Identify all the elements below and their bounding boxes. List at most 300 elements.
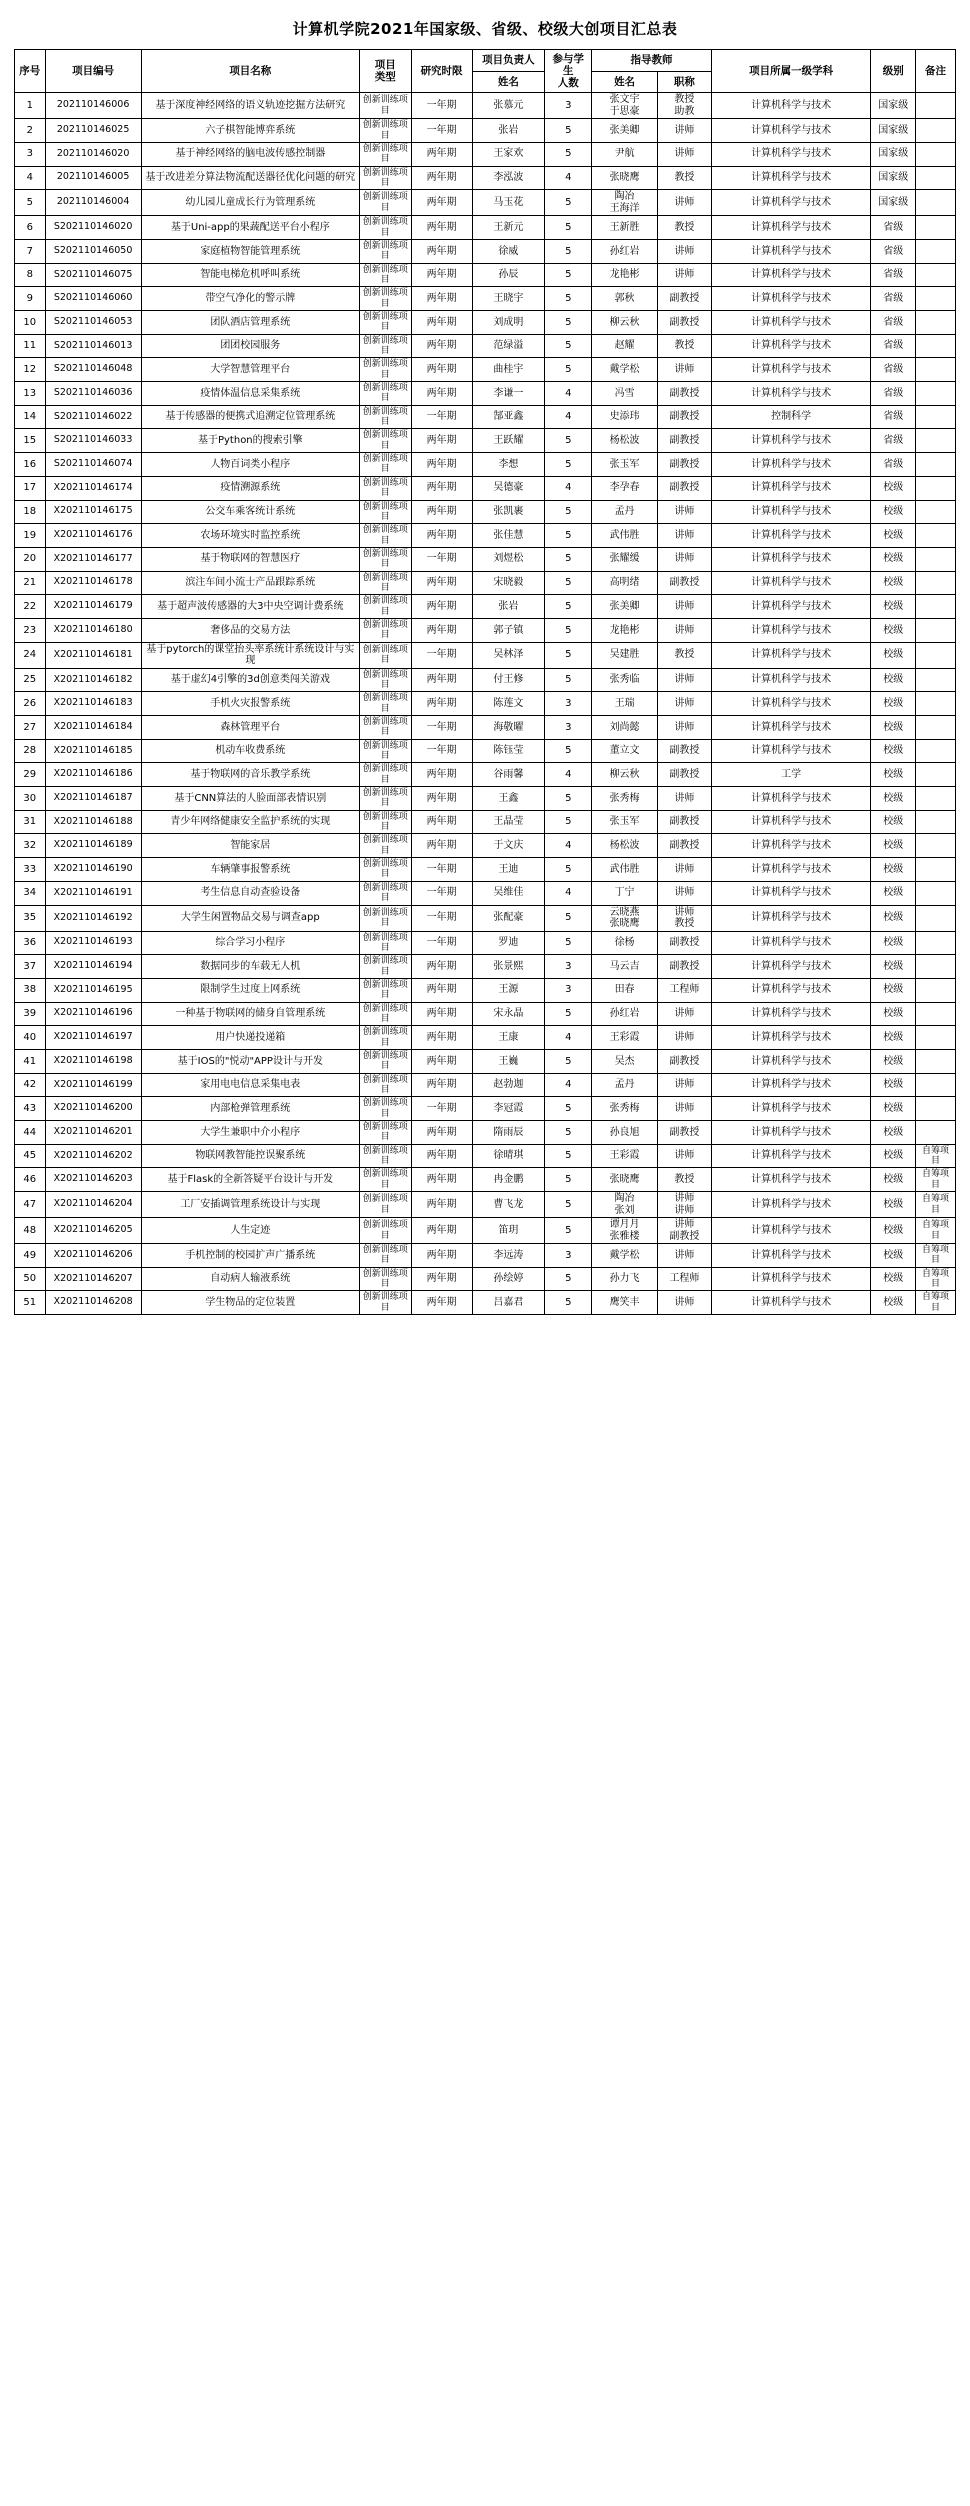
cell-leader-name-line: 吴林泽 <box>493 649 524 661</box>
cell-leader-name-line: 赵勃迦 <box>493 1079 524 1091</box>
cell-name-line: 森林管理平台 <box>220 721 281 733</box>
cell-name-line: 手机火灾报警系统 <box>210 697 291 709</box>
cell-leader-name <box>472 881 545 905</box>
cell-teacher-title <box>657 1026 711 1050</box>
cell-code <box>45 311 141 335</box>
cell-memo <box>916 1244 956 1268</box>
cell-type <box>359 547 411 571</box>
th-index: 序号 <box>15 50 46 93</box>
cell-index-line: 22 <box>23 600 37 612</box>
cell-discipline <box>711 119 871 143</box>
cell-code-line: X202110146187 <box>53 791 133 803</box>
cell-memo <box>916 142 956 166</box>
cell-leader-name <box>472 978 545 1002</box>
cell-memo <box>916 216 956 240</box>
cell-type-line: 创新训练项目 <box>362 1074 408 1095</box>
cell-leader-name-line: 王巍 <box>498 1055 519 1067</box>
cell-leader-name <box>472 571 545 595</box>
cell-type <box>359 858 411 882</box>
cell-teacher-name <box>592 834 658 858</box>
cell-type <box>359 978 411 1002</box>
cell-duration <box>411 1002 472 1026</box>
cell-name-line: 基于超声波传感器的大3中央空调计费系统 <box>157 600 344 612</box>
cell-discipline-line: 工学 <box>781 768 802 780</box>
cell-teacher-name-line: 丁宁 <box>614 887 635 899</box>
cell-teacher-name <box>592 216 658 240</box>
cell-leader-name <box>472 1097 545 1121</box>
cell-discipline <box>711 1244 871 1268</box>
cell-index-line: 35 <box>23 912 37 924</box>
cell-student-count <box>545 524 592 548</box>
cell-leader-name-line: 曲桂宇 <box>493 363 524 375</box>
cell-name-line: 基于物联网的智慧医疗 <box>200 553 301 565</box>
cell-teacher-name <box>592 358 658 382</box>
cell-duration <box>411 239 472 263</box>
cell-name <box>141 1168 359 1192</box>
cell-level-line: 校级 <box>883 1173 904 1185</box>
cell-name-line: 数据同步的车载无人机 <box>200 960 301 972</box>
cell-teacher-title <box>657 787 711 811</box>
cell-duration <box>411 834 472 858</box>
cell-index <box>15 692 46 716</box>
cell-teacher-title <box>657 1049 711 1073</box>
cell-code <box>45 834 141 858</box>
cell-name-line: 六子棋智能博弈系统 <box>205 124 296 136</box>
cell-memo <box>916 931 956 955</box>
cell-memo <box>916 263 956 287</box>
cell-code <box>45 547 141 571</box>
cell-level-line: 国家级 <box>878 99 909 111</box>
cell-student-count <box>545 547 592 571</box>
cell-code <box>45 453 141 477</box>
cell-teacher-name-line: 张玉军 <box>609 816 640 828</box>
cell-discipline <box>711 1002 871 1026</box>
cell-code-line: S202110146074 <box>53 458 133 469</box>
cell-teacher-title <box>657 1244 711 1268</box>
cell-leader-name-line: 陈莲文 <box>493 697 524 709</box>
cell-index-line: 30 <box>23 792 37 804</box>
cell-code <box>45 668 141 692</box>
cell-discipline-line: 计算机科学与技术 <box>751 840 832 852</box>
cell-level <box>871 763 916 787</box>
cell-teacher-title <box>657 166 711 190</box>
cell-memo-line: 自筹项目 <box>922 1220 950 1241</box>
cell-index <box>15 500 46 524</box>
cell-discipline <box>711 263 871 287</box>
cell-index <box>15 1218 46 1244</box>
cell-duration <box>411 166 472 190</box>
cell-leader-name <box>472 618 545 642</box>
cell-student-count-line: 5 <box>565 649 572 661</box>
cell-memo <box>916 739 956 763</box>
cell-memo <box>916 834 956 858</box>
cell-duration <box>411 931 472 955</box>
cell-type <box>359 142 411 166</box>
cell-duration-line: 两年期 <box>426 1055 457 1067</box>
cell-student-count <box>545 1244 592 1268</box>
cell-student-count-line: 5 <box>565 863 572 875</box>
cell-duration <box>411 93 472 119</box>
cell-code-line: X202110146197 <box>53 1031 133 1043</box>
cell-name-line: 基于虚幻4引擎的3d创意类闯关游戏 <box>170 674 330 686</box>
cell-duration <box>411 1192 472 1218</box>
cell-teacher-title <box>657 1002 711 1026</box>
cell-level-line: 省级 <box>883 458 904 470</box>
cell-student-count <box>545 119 592 143</box>
cell-duration <box>411 739 472 763</box>
cell-duration-line: 两年期 <box>426 387 457 399</box>
cell-memo-line: 自筹项目 <box>922 1169 950 1190</box>
cell-code-line: 202110146005 <box>56 171 130 183</box>
cell-teacher-name-line: 龙艳彬 <box>609 269 640 281</box>
cell-name <box>141 1244 359 1268</box>
cell-teacher-name-line: 张秀梅 <box>609 1102 640 1114</box>
table-row <box>15 1192 956 1218</box>
cell-teacher-name-line: 陶冶 <box>614 191 635 203</box>
cell-level <box>871 216 916 240</box>
cell-student-count <box>545 287 592 311</box>
table-row <box>15 358 956 382</box>
cell-teacher-name <box>592 955 658 979</box>
cell-index-line: 6 <box>26 221 33 233</box>
cell-leader-name-line: 李泓波 <box>493 172 524 184</box>
cell-teacher-name <box>592 716 658 740</box>
cell-memo <box>916 571 956 595</box>
cell-name-line: 机动车收费系统 <box>215 745 286 757</box>
cell-memo <box>916 311 956 335</box>
cell-leader-name-line: 徐晴琪 <box>493 1150 524 1162</box>
cell-discipline-line: 计算机科学与技术 <box>751 506 832 518</box>
cell-student-count <box>545 1144 592 1168</box>
table-row <box>15 955 956 979</box>
cell-code-line: X202110146180 <box>53 623 133 635</box>
cell-code-line: 202110146006 <box>56 99 130 111</box>
cell-memo-line: 自筹项目 <box>922 1245 950 1266</box>
cell-type-line: 创新训练项目 <box>362 619 408 641</box>
cell-code-line: X202110146174 <box>53 481 133 493</box>
cell-teacher-name <box>592 239 658 263</box>
cell-level-line: 校级 <box>883 887 904 899</box>
cell-discipline <box>711 595 871 619</box>
cell-teacher-title <box>657 1168 711 1192</box>
cell-discipline-line: 计算机科学与技术 <box>751 937 832 949</box>
cell-discipline <box>711 93 871 119</box>
cell-memo <box>916 524 956 548</box>
cell-level-line: 校级 <box>883 1126 904 1138</box>
th-type-line2: 类型 <box>374 71 396 84</box>
cell-memo <box>916 547 956 571</box>
cell-teacher-name-line: 徐杨 <box>614 937 635 949</box>
cell-index <box>15 978 46 1002</box>
cell-name <box>141 668 359 692</box>
cell-memo <box>916 405 956 429</box>
cell-duration <box>411 763 472 787</box>
cell-discipline-line: 计算机科学与技术 <box>751 1173 832 1185</box>
cell-teacher-name-line: 孟丹 <box>614 506 635 518</box>
cell-discipline <box>711 166 871 190</box>
cell-memo <box>916 1121 956 1145</box>
cell-index <box>15 358 46 382</box>
cell-teacher-title <box>657 1121 711 1145</box>
cell-teacher-name <box>592 1144 658 1168</box>
cell-level <box>871 166 916 190</box>
cell-level-line: 校级 <box>883 1079 904 1091</box>
table-row <box>15 905 956 931</box>
cell-teacher-name <box>592 1002 658 1026</box>
cell-level <box>871 810 916 834</box>
cell-code <box>45 716 141 740</box>
cell-duration <box>411 476 472 500</box>
cell-code-line: X202110146208 <box>53 1296 133 1308</box>
cell-leader-name <box>472 763 545 787</box>
cell-index-line: 10 <box>23 316 37 328</box>
cell-teacher-title <box>657 978 711 1002</box>
cell-code-line: X202110146199 <box>53 1078 133 1090</box>
table-row <box>15 668 956 692</box>
cell-type <box>359 571 411 595</box>
cell-duration <box>411 358 472 382</box>
cell-duration-line: 两年期 <box>426 768 457 780</box>
table-row <box>15 1291 956 1315</box>
cell-teacher-name-line: 冯雪 <box>614 387 635 399</box>
cell-duration-line: 两年期 <box>426 1297 457 1309</box>
cell-type-line: 创新训练项目 <box>362 359 408 380</box>
cell-type <box>359 668 411 692</box>
cell-discipline <box>711 716 871 740</box>
cell-duration <box>411 668 472 692</box>
cell-leader-name-line: 宋晓毅 <box>493 577 524 589</box>
cell-teacher-title-line: 讲师 <box>674 1150 695 1162</box>
cell-name-line: 公交车乘客统计系统 <box>205 506 296 518</box>
cell-duration <box>411 311 472 335</box>
cell-duration-line: 两年期 <box>426 245 457 257</box>
cell-discipline-line: 计算机科学与技术 <box>751 124 832 136</box>
cell-discipline <box>711 239 871 263</box>
cell-name-line: 车辆肇事报警系统 <box>210 863 291 875</box>
cell-index-line: 51 <box>23 1297 37 1309</box>
cell-level-line: 校级 <box>883 506 904 518</box>
cell-leader-name-line: 王晓宇 <box>493 292 524 304</box>
cell-level-line: 校级 <box>883 1102 904 1114</box>
cell-teacher-name <box>592 93 658 119</box>
cell-teacher-title <box>657 524 711 548</box>
cell-type-line: 创新训练项目 <box>362 572 408 593</box>
cell-duration <box>411 524 472 548</box>
cell-name-line: 农场环境实时监控系统 <box>200 529 301 541</box>
cell-index <box>15 1244 46 1268</box>
cell-code <box>45 595 141 619</box>
cell-memo <box>916 810 956 834</box>
cell-type <box>359 93 411 119</box>
cell-teacher-name <box>592 1121 658 1145</box>
cell-code-line: X202110146183 <box>53 697 133 709</box>
cell-name-line: 青少年网络健康安全监护系统的实现 <box>170 816 331 828</box>
cell-student-count <box>545 1097 592 1121</box>
cell-duration-line: 两年期 <box>426 1273 457 1285</box>
cell-type <box>359 311 411 335</box>
cell-student-count <box>545 405 592 429</box>
cell-discipline-line: 计算机科学与技术 <box>751 577 832 589</box>
cell-name-line: 大学智慧管理平台 <box>210 363 291 375</box>
cell-index-line: 32 <box>23 840 37 852</box>
cell-leader-name-line: 张佳慧 <box>493 529 524 541</box>
cell-type-line: 创新训练项目 <box>362 811 408 833</box>
table-row <box>15 571 956 595</box>
cell-teacher-name <box>592 142 658 166</box>
cell-duration-line: 两年期 <box>426 529 457 541</box>
cell-teacher-title <box>657 955 711 979</box>
cell-name <box>141 1291 359 1315</box>
cell-teacher-name-line: 田春 <box>614 984 635 996</box>
cell-level <box>871 595 916 619</box>
cell-duration-line: 两年期 <box>426 1150 457 1162</box>
cell-name <box>141 382 359 406</box>
cell-leader-name-line: 付王修 <box>493 674 524 686</box>
cell-name <box>141 524 359 548</box>
cell-type <box>359 500 411 524</box>
cell-index-line: 20 <box>23 553 37 565</box>
cell-memo <box>916 190 956 216</box>
cell-duration-line: 两年期 <box>426 674 457 686</box>
cell-code <box>45 858 141 882</box>
cell-level-line: 校级 <box>883 863 904 875</box>
cell-index <box>15 166 46 190</box>
cell-discipline-line: 计算机科学与技术 <box>751 1008 832 1020</box>
cell-teacher-title-line: 教授 <box>674 172 695 184</box>
cell-index-line: 50 <box>23 1273 37 1285</box>
cell-teacher-title-line: 副教授 <box>669 768 700 780</box>
cell-teacher-title-line: 副教授 <box>669 411 700 423</box>
cell-code <box>45 763 141 787</box>
cell-student-count <box>545 1291 592 1315</box>
cell-type <box>359 1097 411 1121</box>
table-row <box>15 692 956 716</box>
cell-level <box>871 1144 916 1168</box>
cell-name-line: 幼儿园儿童成长行为管理系统 <box>185 197 316 208</box>
cell-teacher-title <box>657 571 711 595</box>
cell-code-line: S202110146053 <box>53 315 133 327</box>
cell-type <box>359 334 411 358</box>
cell-teacher-title-line: 副教授 <box>669 1230 700 1242</box>
cell-leader-name <box>472 500 545 524</box>
cell-name <box>141 190 359 216</box>
cell-discipline-line: 计算机科学与技术 <box>751 863 832 875</box>
cell-code-line: S202110146075 <box>53 268 133 280</box>
cell-discipline <box>711 1073 871 1097</box>
cell-type <box>359 881 411 905</box>
cell-discipline-line: 计算机科学与技术 <box>751 1150 832 1162</box>
cell-teacher-title-line: 讲师 <box>674 197 695 208</box>
cell-leader-name-line: 张岩 <box>498 600 519 612</box>
cell-leader-name <box>472 1218 545 1244</box>
cell-index <box>15 1073 46 1097</box>
cell-teacher-name <box>592 1192 658 1218</box>
cell-index-line: 37 <box>23 960 37 972</box>
cell-teacher-name-line: 孙良旭 <box>609 1126 640 1138</box>
cell-leader-name-line: 王迪 <box>498 863 519 875</box>
cell-duration-line: 两年期 <box>426 624 457 636</box>
cell-type-line: 创新训练项目 <box>362 1122 408 1143</box>
cell-index <box>15 739 46 763</box>
cell-leader-name-line: 王鑫 <box>498 792 519 804</box>
cell-type <box>359 358 411 382</box>
cell-code <box>45 190 141 216</box>
cell-duration <box>411 571 472 595</box>
cell-name <box>141 905 359 931</box>
cell-student-count <box>545 739 592 763</box>
cell-leader-name <box>472 93 545 119</box>
cell-code <box>45 166 141 190</box>
cell-leader-name <box>472 1026 545 1050</box>
cell-index-line: 14 <box>23 411 37 423</box>
cell-memo <box>916 716 956 740</box>
cell-leader-name-line: 郭子镇 <box>493 624 524 636</box>
cell-memo-line: 自筹项目 <box>922 1292 950 1313</box>
cell-name <box>141 1267 359 1291</box>
cell-leader-name-line: 王家欢 <box>493 148 524 160</box>
cell-teacher-title-line: 副教授 <box>669 745 700 757</box>
cell-level-line: 校级 <box>883 937 904 949</box>
cell-teacher-name-line: 尹航 <box>614 148 635 160</box>
cell-index <box>15 787 46 811</box>
cell-type-line: 创新训练项目 <box>362 167 408 188</box>
cell-discipline <box>711 476 871 500</box>
cell-discipline-line: 计算机科学与技术 <box>751 624 832 636</box>
cell-leader-name-line: 谷雨馨 <box>493 768 524 780</box>
cell-leader-name-line: 曹飞龙 <box>493 1198 524 1210</box>
cell-type <box>359 955 411 979</box>
cell-level-line: 校级 <box>883 816 904 828</box>
cell-type-line: 创新训练项目 <box>362 383 408 404</box>
cell-type-line: 创新训练项目 <box>362 693 408 714</box>
cell-code-line: 202110146004 <box>56 196 130 208</box>
cell-level-line: 校级 <box>883 697 904 709</box>
cell-memo <box>916 1291 956 1315</box>
cell-leader-name-line: 张配豪 <box>493 912 524 924</box>
cell-index <box>15 334 46 358</box>
cell-type-line: 创新训练项目 <box>362 932 408 953</box>
cell-teacher-name <box>592 978 658 1002</box>
cell-discipline <box>711 500 871 524</box>
cell-index-line: 25 <box>23 674 37 686</box>
cell-name-line: 家用电电信息采集电表 <box>200 1079 301 1091</box>
cell-discipline-line: 计算机科学与技术 <box>751 458 832 470</box>
cell-teacher-name-line: 赵耀 <box>614 340 635 352</box>
cell-discipline <box>711 1218 871 1244</box>
cell-teacher-title-line: 副教授 <box>669 435 700 447</box>
cell-memo-line: 自筹项目 <box>922 1194 950 1215</box>
cell-memo <box>916 1267 956 1291</box>
cell-level <box>871 834 916 858</box>
th-leader-group: 项目负责人 <box>472 50 545 72</box>
cell-name <box>141 571 359 595</box>
cell-teacher-name <box>592 524 658 548</box>
cell-discipline <box>711 142 871 166</box>
cell-duration <box>411 955 472 979</box>
cell-type <box>359 692 411 716</box>
cell-teacher-title <box>657 93 711 119</box>
cell-discipline <box>711 524 871 548</box>
cell-discipline-line: 计算机科学与技术 <box>751 197 832 208</box>
cell-level <box>871 1291 916 1315</box>
cell-level <box>871 1026 916 1050</box>
cell-leader-name <box>472 1121 545 1145</box>
cell-teacher-title-line: 副教授 <box>669 1126 700 1138</box>
cell-teacher-name-line: 张晓鹰 <box>609 1173 640 1185</box>
cell-name-line: 物联网教智能控误聚系统 <box>195 1150 306 1162</box>
cell-duration-line: 一年期 <box>426 745 457 757</box>
cell-teacher-title <box>657 668 711 692</box>
